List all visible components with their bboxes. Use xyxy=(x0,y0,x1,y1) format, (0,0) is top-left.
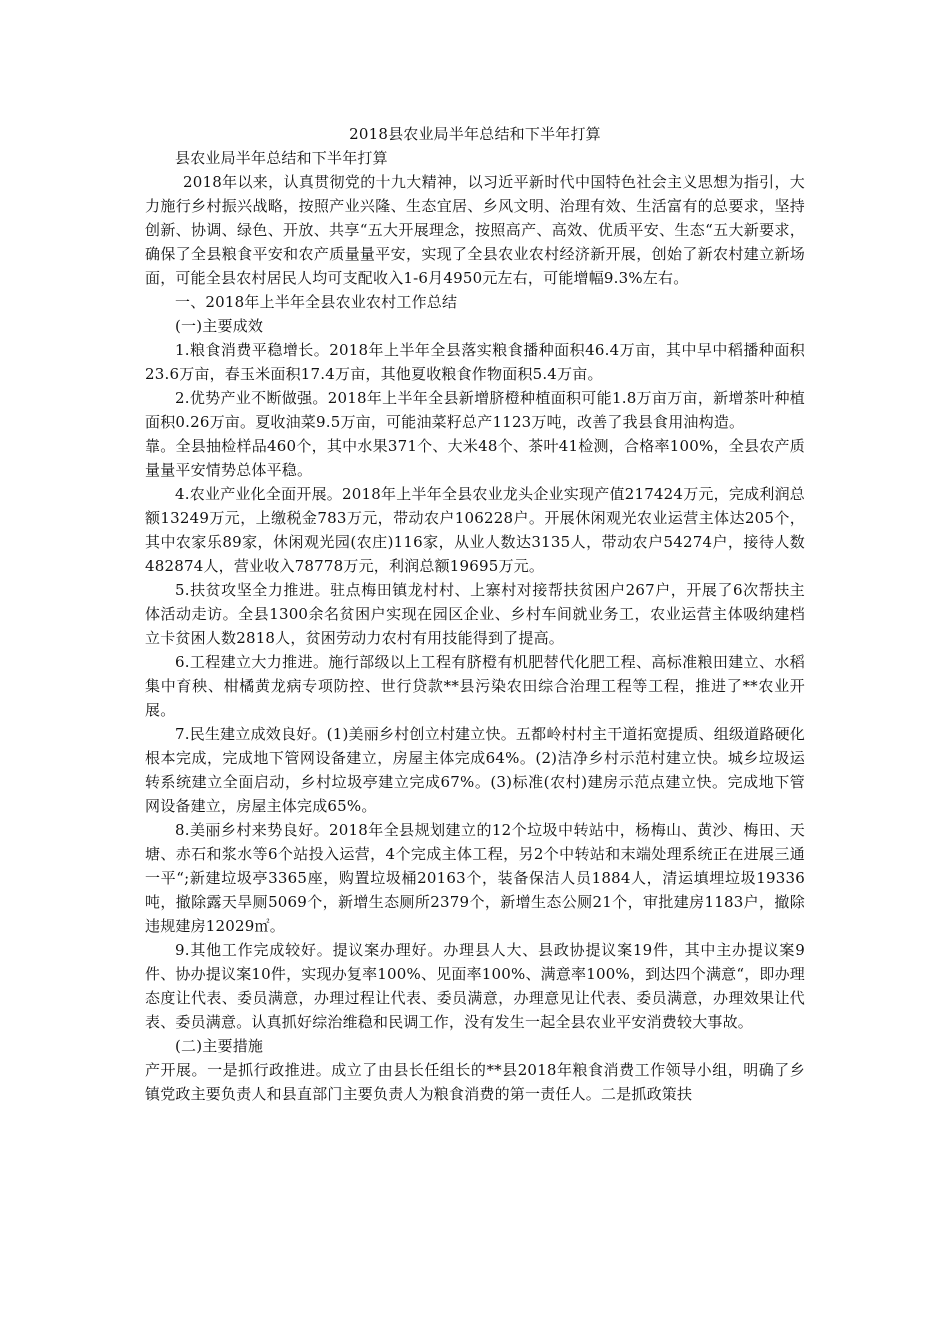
paragraph: 4.农业产业化全面开展。2018年上半年全县农业龙头企业实现产值217424万元，完成利润总额13249万元，上缴税金783万元，带动农户106228户。开展休闲观光农业运营主体达205个，其中农家乐89家，休闲观光园(农庄)116家，从业人数达3135人，带动农户54274户，接待人数482874人，营业收入78778万元，利润总额19695万元。 xyxy=(145,485,805,575)
paragraph: 产开展。一是抓行政推进。成立了由县长任组长的**县2018年粮食消费工作领导小组，明确了乡镇党政主要负责人和县直部门主要负责人为粮食消费的第一责任人。二是抓政策扶 xyxy=(145,1061,805,1103)
paragraph: 2018年以来，认真贯彻党的十九大精神，以习近平新时代中国特色社会主义思想为指引，大力施行乡村振兴战略，按照产业兴隆、生态宜居、乡风文明、治理有效、生活富有的总要求，坚持创新、协调、绿色、开放、共享“五大开展理念，按照高产、高效、优质平安、生态“五大新要求，确保了全县粮食平安和农产质量量平安，实现了全县农业农村经济新开展，创始了新农村建立新场面，可能全县农村居民人均可支配收入1-6月4950元左右，可能增幅9.3%左右。 xyxy=(145,173,805,287)
paragraph: 7.民生建立成效良好。(1)美丽乡村创立村建立快。五都岭村村主干道拓宽提质、组级道路硬化根本完成，完成地下管网设备建立，房屋主体完成64%。(2)洁净乡村示范村建立快。城乡垃圾运转系统建立全面启动，乡村垃圾亭建立完成67%。(3)标准(农村)建房示范点建立快。完成地下管网设备建立，房屋主体完成65%。 xyxy=(145,725,805,815)
paragraph: 8.美丽乡村来势良好。2018年全县规划建立的12个垃圾中转站中，杨梅山、黄沙、梅田、天塘、赤石和浆水等6个站投入运营，4个完成主体工程，另2个中转站和末端处理系统正在进展三通一平“;新建垃圾亭3365座，购置垃圾桶20163个，装备保洁人员1884人，清运填埋垃圾19336吨，撤除露天旱厕5069个，新增生态厕所2379个，新增生态公厕21个，审批建房1183户，撤除违规建房12029㎡。 xyxy=(145,821,805,935)
document-title: 2018县农业局半年总结和下半年打算 xyxy=(349,125,601,143)
paragraph: 2.优势产业不断做强。2018年上半年全县新增脐橙种植面积可能1.8万亩万亩，新增茶叶种植面积0.26万亩。夏收油菜9.5万亩，可能油菜籽总产1123万吨，改善了我县食用油构造。 xyxy=(145,389,805,431)
document-subtitle: 县农业局半年总结和下半年打算 xyxy=(175,149,388,167)
paragraph: 6.工程建立大力推进。施行部级以上工程有脐橙有机肥替代化肥工程、高标准粮田建立、水稻集中育秧、柑橘黄龙病专项防控、世行贷款**县污染农田综合治理工程等工程，推进了**农业开展。 xyxy=(145,653,805,719)
paragraph: 9.其他工作完成较好。提议案办理好。办理县人大、县政协提议案19件，其中主办提议案9件、协办提议案10件，实现办复率100%、见面率100%、满意率100%，到达四个满意“，即办理态度让代表、委员满意，办理过程让代表、委员满意，办理意见让代表、委员满意，办理效果让代表、委员满意。认真抓好综治维稳和民调工作，没有发生一起全县农业平安消费较大事故。 xyxy=(145,941,806,1031)
section-heading: 一、2018年上半年全县农业农村工作总结 xyxy=(175,293,458,311)
paragraph: 5.扶贫攻坚全力推进。驻点梅田镇龙村村、上寨村对接帮扶贫困户267户，开展了6次帮扶主体活动走访。全县1300余名贫困户实现在园区企业、乡村车间就业务工，农业运营主体吸纳建档立卡贫困人数2818人，贫困劳动力农村有用技能得到了提高。 xyxy=(145,581,805,647)
paragraph: 1.粮食消费平稳增长。2018年上半年全县落实粮食播种面积46.4万亩，其中早中稻播种面积23.6万亩，春玉米面积17.4万亩，其他夏收粮食作物面积5.4万亩。 xyxy=(145,341,805,383)
subsection-heading: (二)主要措施 xyxy=(175,1037,264,1055)
paragraph: 靠。全县抽检样品460个，其中水果371个、大米48个、茶叶41检测，合格率100%，全县农产质量量平安情势总体平稳。 xyxy=(145,437,805,479)
subsection-heading: (一)主要成效 xyxy=(175,317,264,335)
document-body xyxy=(145,122,805,1106)
